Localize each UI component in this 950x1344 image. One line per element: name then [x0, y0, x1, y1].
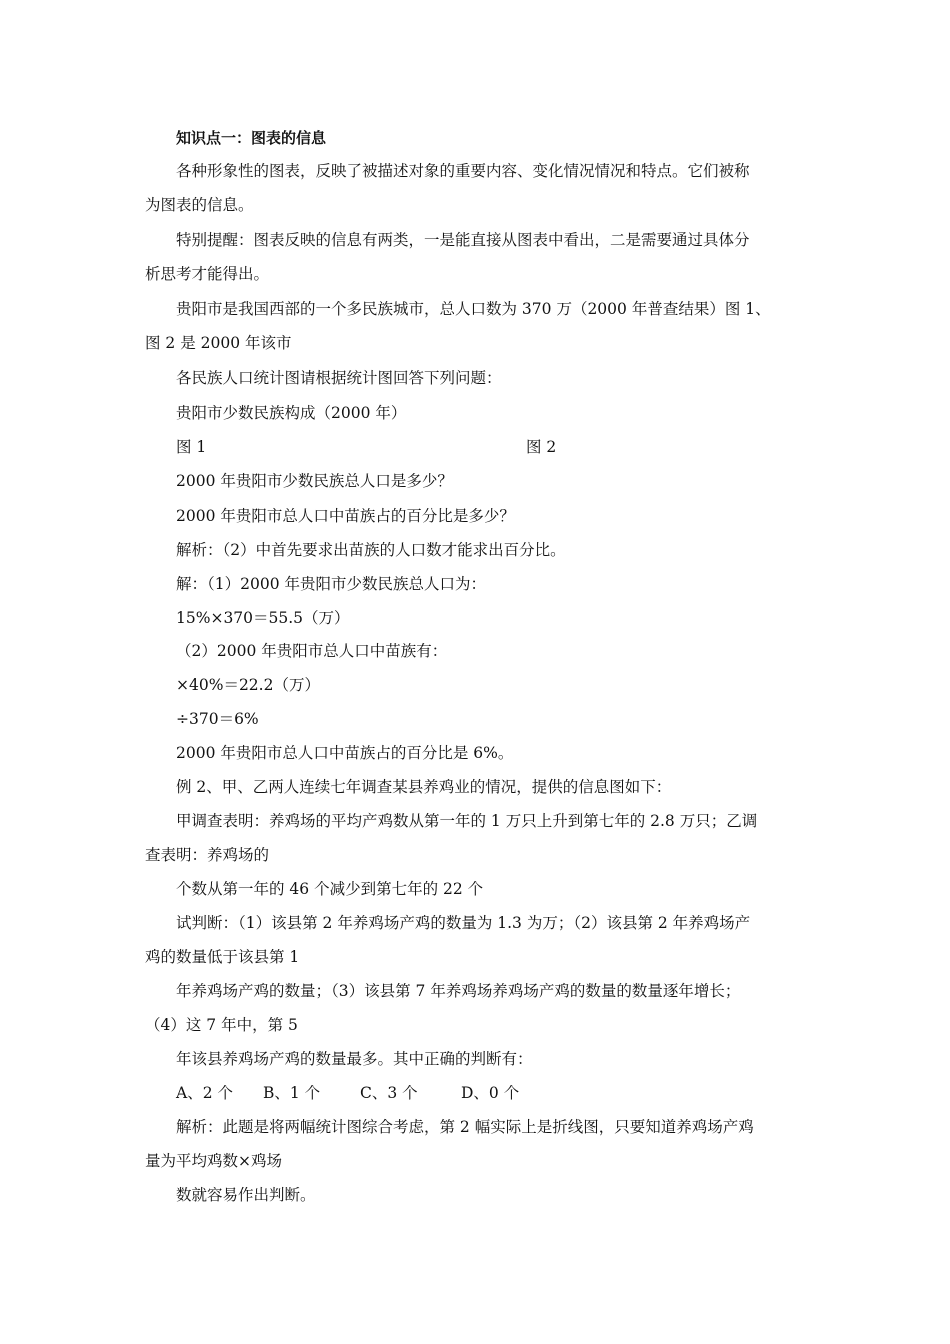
figure-label-1: 图 1	[176, 438, 207, 456]
solution-line: ÷370＝6%	[176, 710, 259, 728]
analysis-line: 解析：此题是将两幅统计图综合考虑，第 2 幅实际上是折线图，只要知道养鸡场产鸡	[176, 1118, 754, 1136]
example-line: 年养鸡场产鸡的数量；（3）该县第 7 年养鸡场养鸡场产鸡的数量的数量逐年增长；	[176, 982, 741, 1000]
paragraph-line: 析思考才能得出。	[145, 265, 270, 283]
example-line: 例 2、甲、乙两人连续七年调查某县养鸡业的情况，提供的信息图如下：	[176, 778, 672, 796]
solution-line: 解：（1）2000 年贵阳市少数民族总人口为：	[176, 575, 486, 593]
solution-line: 2000 年贵阳市总人口中苗族占的百分比是 6%。	[176, 744, 514, 762]
analysis-line: 解析：（2）中首先要求出苗族的人口数才能求出百分比。	[176, 541, 566, 559]
paragraph-line: 各种形象性的图表，反映了被描述对象的重要内容、变化情况情况和特点。它们被称	[176, 162, 750, 180]
example-line: 鸡的数量低于该县第 1	[145, 948, 300, 966]
figure-label-2: 图 2	[526, 438, 557, 456]
paragraph-line: 图 2 是 2000 年该市	[145, 334, 292, 352]
option-b: B、1 个	[263, 1084, 321, 1102]
example-line: （4）这 7 年中，第 5	[145, 1016, 298, 1034]
example-line: 试判断：（1）该县第 2 年养鸡场产鸡的数量为 1.3 为万；（2）该县第 2 年养鸡场产	[176, 914, 751, 932]
solution-line: 15%×370＝55.5（万）	[176, 609, 350, 627]
example-line: 个数从第一年的 46 个减少到第七年的 22 个	[176, 880, 484, 898]
analysis-line: 量为平均鸡数×鸡场	[145, 1152, 282, 1170]
paragraph-line: 各民族人口统计图请根据统计图回答下列问题：	[176, 369, 502, 387]
option-a: A、2 个	[176, 1084, 233, 1102]
question-line: 2000 年贵阳市总人口中苗族占的百分比是多少？	[176, 507, 515, 525]
example-line: 查表明：养鸡场的	[145, 846, 270, 864]
example-line: 年该县养鸡场产鸡的数量最多。其中正确的判断有：	[176, 1050, 533, 1068]
section-heading: 知识点一：图表的信息	[176, 129, 327, 147]
paragraph-line: 贵阳市少数民族构成（2000 年）	[176, 404, 407, 422]
paragraph-line: 特别提醒：图表反映的信息有两类，一是能直接从图表中看出，二是需要通过具体分	[176, 231, 750, 249]
solution-line: ×40%＝22.2（万）	[176, 676, 320, 694]
paragraph-line: 为图表的信息。	[145, 196, 254, 214]
paragraph-line: 贵阳市是我国西部的一个多民族城市，总人口数为 370 万（2000 年普查结果）图 1、	[176, 300, 771, 318]
example-line: 甲调查表明：养鸡场的平均产鸡数从第一年的 1 万只上升到第七年的 2.8 万只；乙调	[176, 812, 758, 830]
solution-line: （2）2000 年贵阳市总人口中苗族有：	[176, 642, 448, 660]
option-d: D、0 个	[461, 1084, 520, 1102]
question-line: 2000 年贵阳市少数民族总人口是多少？	[176, 472, 453, 490]
option-c: C、3 个	[360, 1084, 418, 1102]
analysis-line: 数就容易作出判断。	[176, 1186, 316, 1204]
